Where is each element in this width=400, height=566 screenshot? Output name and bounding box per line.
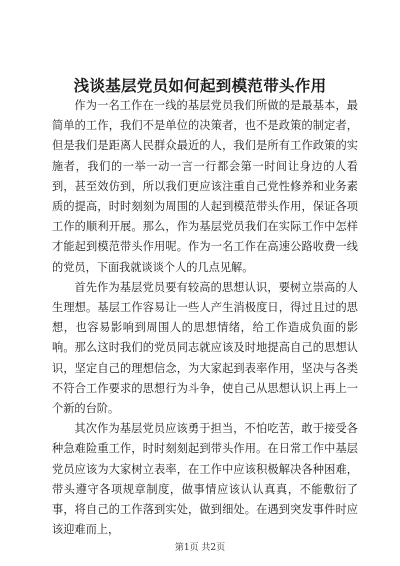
document-title: 浅谈基层党员如何起到模范带头作用 bbox=[73, 76, 327, 95]
paragraph-first-point: 首先作为基层党员要有较高的思想认识，要树立崇高的人生理想。基层工作容易让一些人产生消极度日，得过且过的思想，也容易影响到周围人的思想情绪，给工作造成负面的影响。那么这时我们的党员同志就应该及时地提高自己的思想认识，坚定自己的理想信念，为大家起到表率作用，坚决与各类不符合工作要求的思想行为斗争，使自己从思想认识上再上一个新的台阶。 bbox=[52, 280, 358, 416]
page-number-footer: 第1页 共2页 bbox=[174, 543, 226, 553]
document-body bbox=[52, 96, 358, 540]
paragraph-intro: 作为一名工作在一线的基层党员我们所做的是最基本，最简单的工作，我们不是单位的决策者，也不是政策的制定者，但是我们是距离人民群众最近的人，我们是所有工作政策的实施者，我们的一举一动一言一行都会第一时间让身边的人看到，甚至效仿到，所以我们更应该注重自己党性修养和业务素质的提高，时时刻刻为周围的人起到模范带头作用，保证各项工作的顺利开展。那么，作为基层党员我们在实际工作中怎样才能起到模范带头作用呢。作为一名工作在高速公路收费一线的党员，下面我就谈谈个人的几点见解。 bbox=[52, 99, 358, 274]
paragraph-second-point: 其次作为基层党员应该勇于担当，不怕吃苦，敢于接受各种急难险重工作，时时刻刻起到带头作用。在日常工作中基层党员应该为大家树立表率，在工作中应该积极解决各种困难，带头遵守各项规章制度，做事情应该认认真真，不能敷衍了事，将自己的工作落到实处，做到细处。在遇到突发事件时应该迎难而上， bbox=[52, 422, 358, 537]
